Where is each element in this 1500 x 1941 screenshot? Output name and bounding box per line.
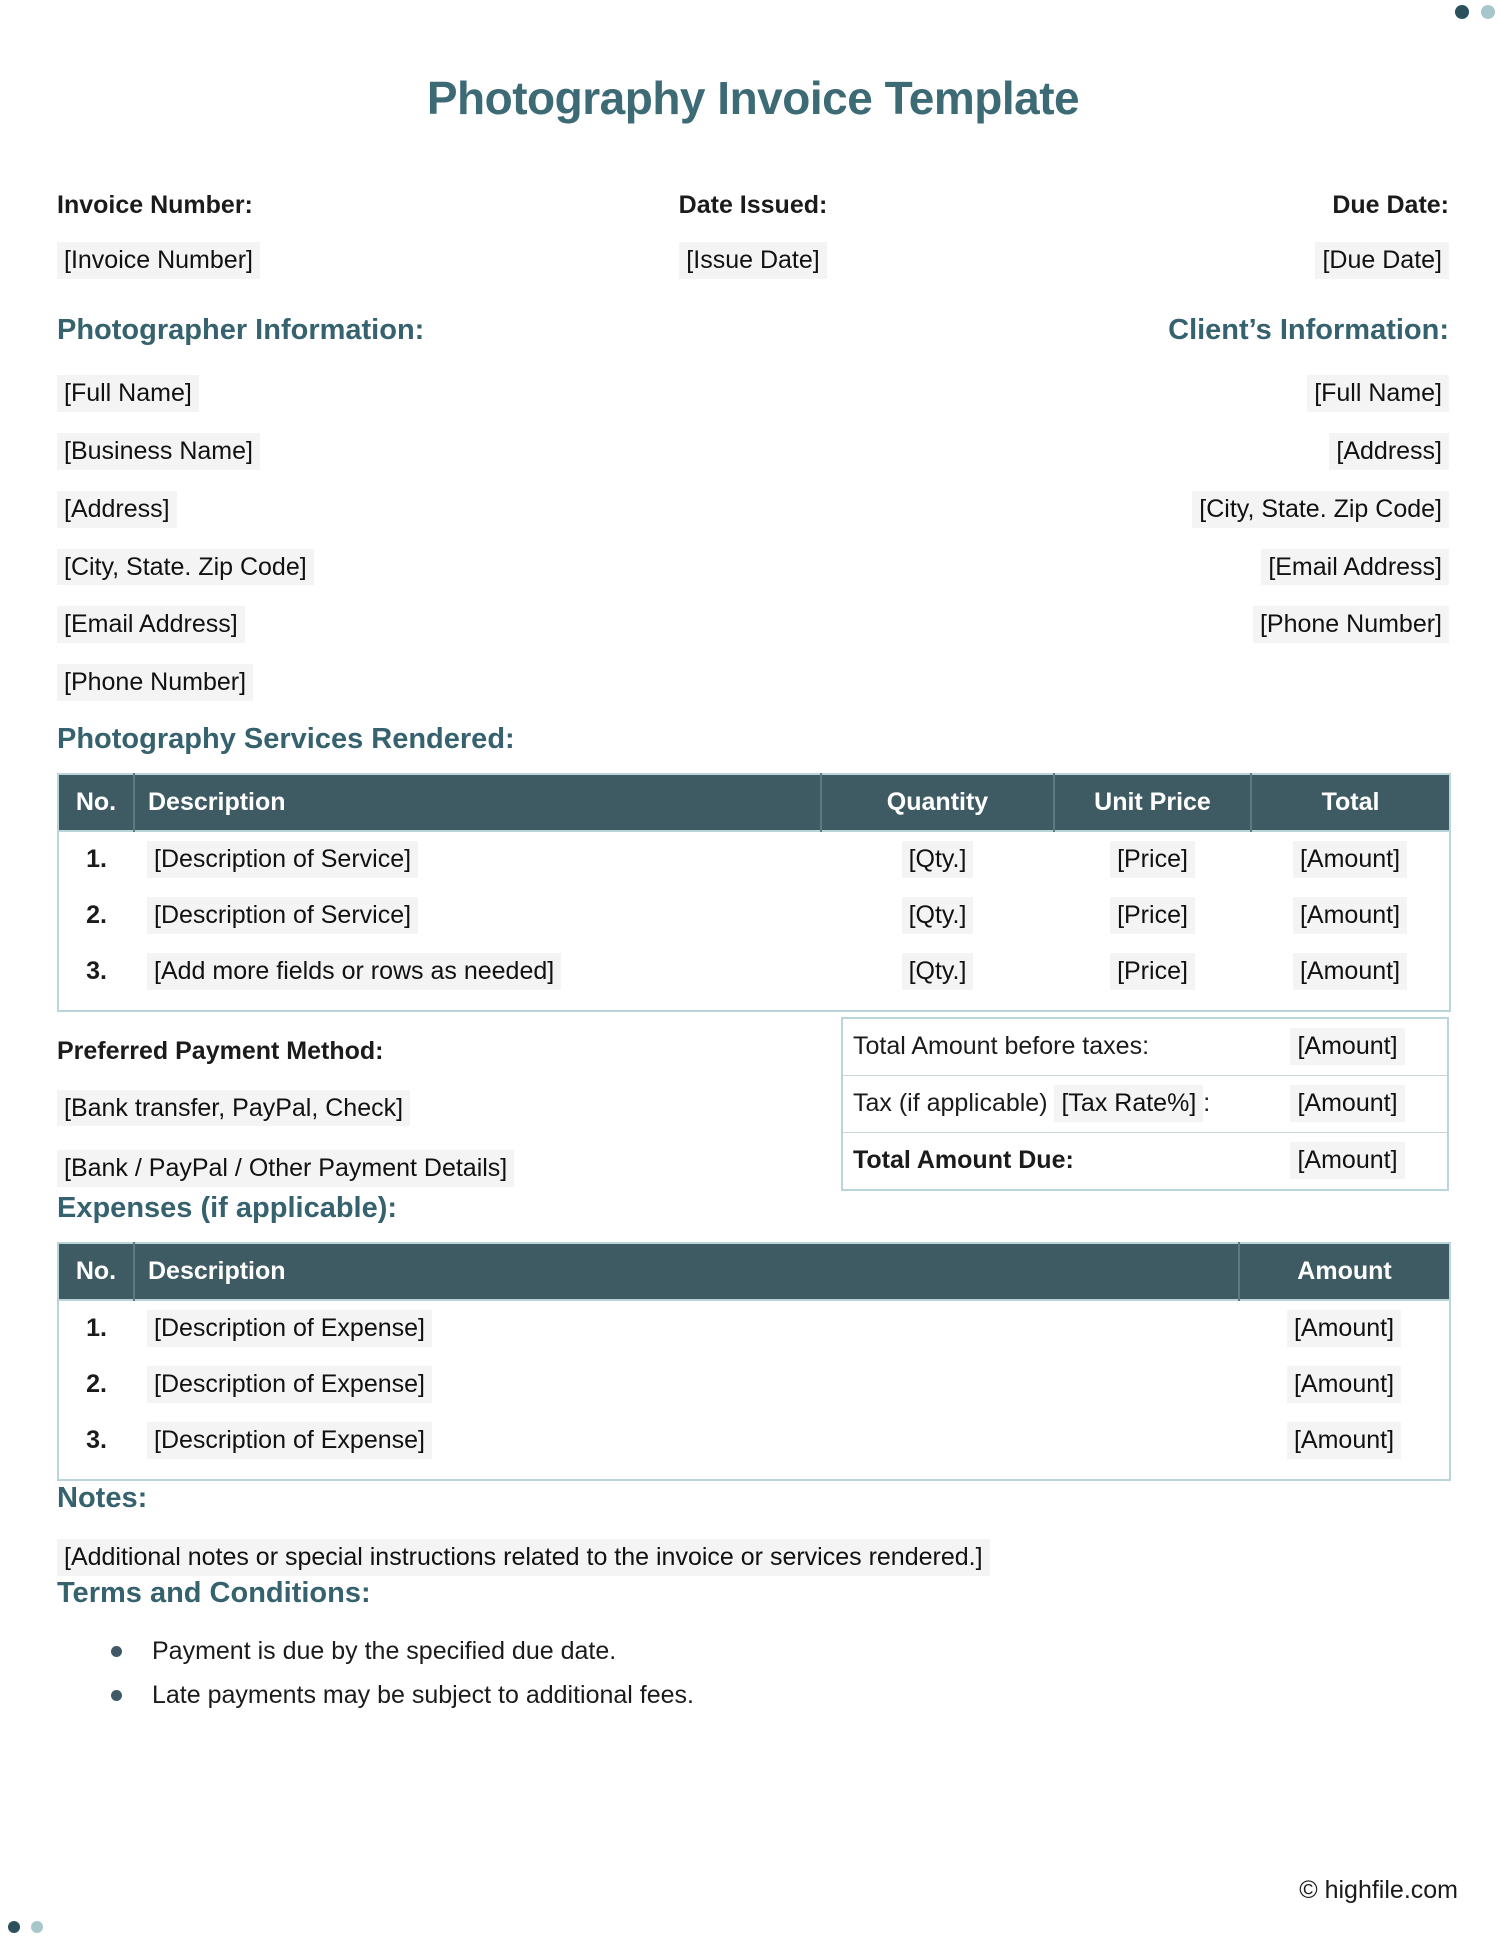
expense-amount-placeholder: [Amount]: [1287, 1310, 1401, 1347]
total-due-row: [843, 1132, 1447, 1189]
terms-item-1: Payment is due by the specified due date.: [57, 1637, 1449, 1666]
expenses-heading: Expenses (if applicable):: [57, 1191, 398, 1224]
payment-method-block: [57, 1012, 841, 1188]
notes-text: [Additional notes or special instructions related to the invoice or services rendered.]: [57, 1539, 1449, 1576]
invoice-number-value-cell: [57, 242, 521, 279]
totals-box: [841, 1017, 1449, 1191]
service-total-placeholder: [Amount]: [1293, 841, 1407, 878]
client-full-name: [Full Name]: [1307, 375, 1449, 412]
payment-details: [Bank / PayPal / Other Payment Details]: [57, 1150, 841, 1187]
expenses-row-3: 3. [Description of Expense] [Amount]: [58, 1413, 1450, 1480]
services-col-unit-price: Unit Price: [1054, 774, 1251, 831]
due-date-placeholder: [Due Date]: [1315, 242, 1449, 279]
invoice-meta-values: [57, 242, 1449, 279]
total-before-taxes-label: Total Amount before taxes:: [853, 1032, 1150, 1061]
date-issued-label: Date Issued:: [678, 190, 828, 219]
client-phone: [Phone Number]: [1253, 606, 1449, 643]
parties-info-section: [57, 313, 1449, 722]
tax-rate-placeholder: [Tax Rate%]: [1054, 1085, 1203, 1122]
bullet-icon: [111, 1690, 122, 1701]
expenses-table: [57, 1242, 1451, 1481]
expenses-header-row: [58, 1243, 1450, 1300]
service-description-placeholder: [Add more fields or rows as needed]: [147, 953, 561, 990]
copyright-footer: © highfile.com: [1299, 1876, 1458, 1904]
invoice-meta-labels: [57, 191, 1449, 220]
payment-and-totals-section: [57, 1012, 1449, 1191]
services-row-3: 3. [Add more fields or rows as needed] [Qty.] [Price] [Amount]: [58, 944, 1450, 1011]
service-price-placeholder: [Price]: [1110, 897, 1195, 934]
expense-description-placeholder: [Description of Expense]: [147, 1366, 432, 1403]
payment-method-heading: Preferred Payment Method:: [57, 1036, 384, 1065]
photographer-full-name: [Full Name]: [57, 375, 424, 412]
page-title: Photography Invoice Template: [426, 72, 1080, 124]
client-info-column: [1168, 313, 1449, 722]
photographer-business-name: [Business Name]: [57, 433, 424, 470]
photographer-email: [Email Address]: [57, 606, 424, 643]
client-city-state-zip: [City, State. Zip Code]: [1192, 491, 1449, 528]
service-total-placeholder: [Amount]: [1293, 953, 1407, 990]
photographer-info-column: [57, 313, 424, 722]
bullet-icon: [111, 1646, 122, 1657]
service-total-placeholder: [Amount]: [1293, 897, 1407, 934]
expenses-col-description: Description: [134, 1243, 1239, 1300]
service-price-placeholder: [Price]: [1110, 841, 1195, 878]
tax-row: [843, 1075, 1447, 1132]
due-date-label: Due Date:: [1332, 190, 1449, 219]
services-table: [57, 773, 1451, 1012]
terms-heading: Terms and Conditions:: [57, 1577, 371, 1610]
service-description-placeholder: [Description of Service]: [147, 897, 418, 934]
service-price-placeholder: [Price]: [1110, 953, 1195, 990]
service-qty-placeholder: [Qty.]: [902, 841, 974, 878]
services-row-1: 1. [Description of Service] [Qty.] [Price] [Amount]: [58, 831, 1450, 888]
services-heading: Photography Services Rendered:: [57, 722, 515, 755]
services-row-2: 2. [Description of Service] [Qty.] [Price] [Amount]: [58, 888, 1450, 944]
due-date-value-cell: [985, 242, 1449, 279]
expense-description-placeholder: [Description of Expense]: [147, 1310, 432, 1347]
expenses-col-no: No.: [58, 1243, 134, 1300]
client-email: [Email Address]: [1261, 549, 1449, 586]
service-description-placeholder: [Description of Service]: [147, 841, 418, 878]
date-issued-value-cell: [521, 242, 985, 279]
expense-amount-placeholder: [Amount]: [1287, 1366, 1401, 1403]
service-qty-placeholder: [Qty.]: [902, 897, 974, 934]
photographer-phone: [Phone Number]: [57, 664, 424, 701]
expense-description-placeholder: [Description of Expense]: [147, 1422, 432, 1459]
terms-item-2: Late payments may be subject to additional fees.: [57, 1681, 1449, 1710]
issue-date-placeholder: [Issue Date]: [679, 242, 826, 279]
services-col-no: No.: [58, 774, 134, 831]
decorative-dot-light-top: [1481, 5, 1495, 19]
total-before-taxes-amount: [Amount]: [1290, 1028, 1404, 1065]
services-col-quantity: Quantity: [821, 774, 1054, 831]
decorative-dot-dark-top: [1455, 5, 1469, 19]
photographer-info-heading: Photographer Information:: [57, 313, 425, 346]
services-col-total: Total: [1251, 774, 1450, 831]
total-before-taxes-row: [843, 1019, 1447, 1075]
expenses-row-1: 1. [Description of Expense] [Amount]: [58, 1300, 1450, 1357]
total-due-label: Total Amount Due:: [853, 1146, 1074, 1175]
decorative-dot-dark-bottom: [8, 1921, 20, 1933]
invoice-number-label: Invoice Number:: [57, 190, 253, 219]
photographer-address: [Address]: [57, 491, 424, 528]
photographer-city-state-zip: [City, State. Zip Code]: [57, 549, 424, 586]
client-info-heading: Client’s Information:: [1168, 313, 1449, 346]
total-due-amount: [Amount]: [1290, 1142, 1404, 1179]
client-address: [Address]: [1329, 433, 1449, 470]
notes-heading: Notes:: [57, 1481, 148, 1514]
expenses-col-amount: Amount: [1239, 1243, 1450, 1300]
decorative-dot-light-bottom: [31, 1921, 43, 1933]
services-header-row: [58, 774, 1450, 831]
tax-amount: [Amount]: [1290, 1085, 1404, 1122]
tax-label: Tax (if applicable) [Tax Rate%] :: [843, 1085, 1248, 1122]
expense-amount-placeholder: [Amount]: [1287, 1422, 1401, 1459]
invoice-number-placeholder: [Invoice Number]: [57, 242, 260, 279]
expenses-row-2: 2. [Description of Expense] [Amount]: [58, 1357, 1450, 1413]
payment-methods: [Bank transfer, PayPal, Check]: [57, 1090, 841, 1127]
service-qty-placeholder: [Qty.]: [902, 953, 974, 990]
services-col-description: Description: [134, 774, 821, 831]
terms-list: [57, 1637, 1449, 1710]
